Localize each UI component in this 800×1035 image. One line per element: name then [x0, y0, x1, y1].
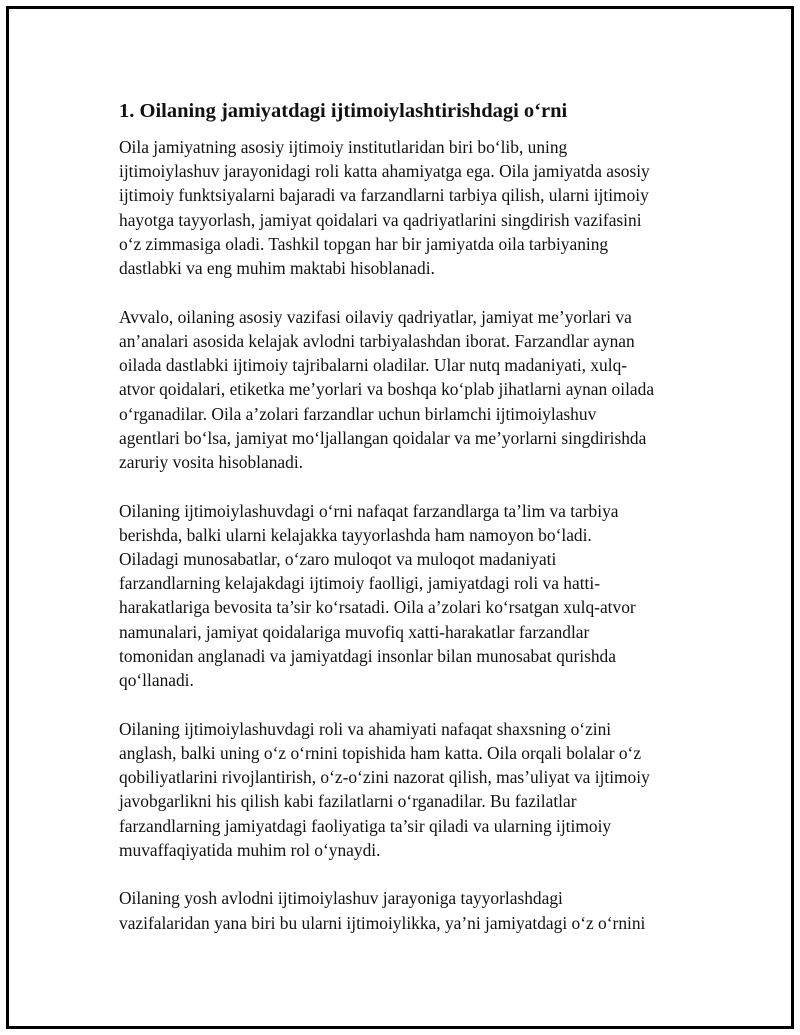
text-line: agentlari bo‘lsa, jamiyat mo‘ljallangan qoidalar va me’yorlarni singdirishda	[119, 427, 647, 448]
text-line: an’analari asosida kelajak avlodni tarbiyalashdan iborat. Farzandlar aynan	[119, 330, 635, 351]
text-line: oilada dastlabki ijtimoiy tajribalarni oladilar. Ular nutq madaniyati, xulq-	[119, 355, 628, 376]
text-line: dastlabki va eng muhim maktabi hisoblanadi.	[119, 258, 435, 279]
text-line: farzandlarning jamiyatdagi faoliyatiga ta’sir qiladi va ularning ijtimoiy	[119, 815, 612, 836]
text-line: harakatlariga bevosita ta’sir ko‘rsatadi. Oila a’zolari ko‘rsatgan xulq-atvor	[119, 597, 636, 618]
paragraph-1	[119, 135, 699, 280]
text-line: tomonidan anglanadi va jamiyatdagi insonlar bilan munosabat qurishda	[119, 645, 616, 666]
text-line: Oilaning ijtimoiylashuvdagi roli va ahamiyati nafaqat shaxsning o‘zini	[119, 718, 612, 739]
text-line: muvaffaqiyatida muhim rol o‘ynaydi.	[119, 839, 381, 860]
text-line: o‘z zimmasiga oladi. Tashkil topgan har bir jamiyatda oila tarbiyaning	[119, 233, 609, 254]
text-line: vazifalaridan yana biri bu ularni ijtimoiylikka, ya’ni jamiyatdagi o‘z o‘rnini	[119, 912, 646, 933]
page-frame	[6, 6, 794, 1029]
text-line: ijtimoiy funktsiyalarni bajaradi va farzandlarni tarbiya qilish, ularni ijtimoiy	[119, 185, 649, 206]
text-line: berishda, balki ularni kelajakka tayyorlashda ham namoyon bo‘ladi.	[119, 524, 592, 545]
paragraph-5	[119, 886, 699, 934]
text-line: Avvalo, oilaning asosiy vazifasi oilaviy qadriyatlar, jamiyat me’yorlari va	[119, 306, 632, 327]
paragraph-2	[119, 305, 699, 474]
document-body	[119, 97, 699, 959]
paragraph-3	[119, 499, 699, 693]
paragraph-4	[119, 717, 699, 862]
text-line: Oiladagi munosabatlar, o‘zaro muloqot va muloqot madaniyati	[119, 549, 557, 570]
text-line: Oilaning yosh avlodni ijtimoiylashuv jarayoniga tayyorlashdagi	[119, 888, 563, 909]
text-line: Oila jamiyatning asosiy ijtimoiy institutlaridan biri bo‘lib, uning	[119, 137, 568, 157]
text-line: hayotga tayyorlash, jamiyat qoidalari va qadriyatlarini singdirish vazifasini	[119, 209, 642, 230]
text-line: farzandlarning kelajakdagi ijtimoiy faolligi, jamiyatdagi roli va hatti-	[119, 573, 600, 594]
text-line: ijtimoiylashuv jarayonidagi roli katta ahamiyatga ega. Oila jamiyatda asosiy	[119, 161, 650, 182]
text-line: zaruriy vosita hisoblanadi.	[119, 451, 304, 472]
text-line: javobgarlikni his qilish kabi fazilatlarni o‘rganadilar. Bu fazilatlar	[119, 791, 577, 812]
text-line: o‘rganadilar. Oila a’zolari farzandlar uchun birlamchi ijtimoiylashuv	[119, 403, 597, 424]
text-line: atvor qoidalari, etiketka me’yorlari va boshqa ko‘plab jihatlarni aynan oilada	[119, 379, 655, 400]
text-line: Oilaning ijtimoiylashuvdagi o‘rni nafaqat farzandlarga ta’lim va tarbiya	[119, 500, 619, 521]
text-line: anglash, balki uning o‘z o‘rnini topishida ham katta. Oila orqali bolalar o‘z	[119, 742, 642, 763]
text-line: qo‘llanadi.	[119, 670, 194, 691]
text-line: namunalari, jamiyat qoidalariga muvofiq xatti-harakatlar farzandlar	[119, 621, 590, 642]
section-heading: 1. Oilaning jamiyatdagi ijtimoiylashtirishdagi o‘rni	[119, 100, 568, 122]
text-line: qobiliyatlarini rivojlantirish, o‘z-o‘zini nazorat qilish, mas’uliyat va ijtimoiy	[119, 767, 650, 788]
